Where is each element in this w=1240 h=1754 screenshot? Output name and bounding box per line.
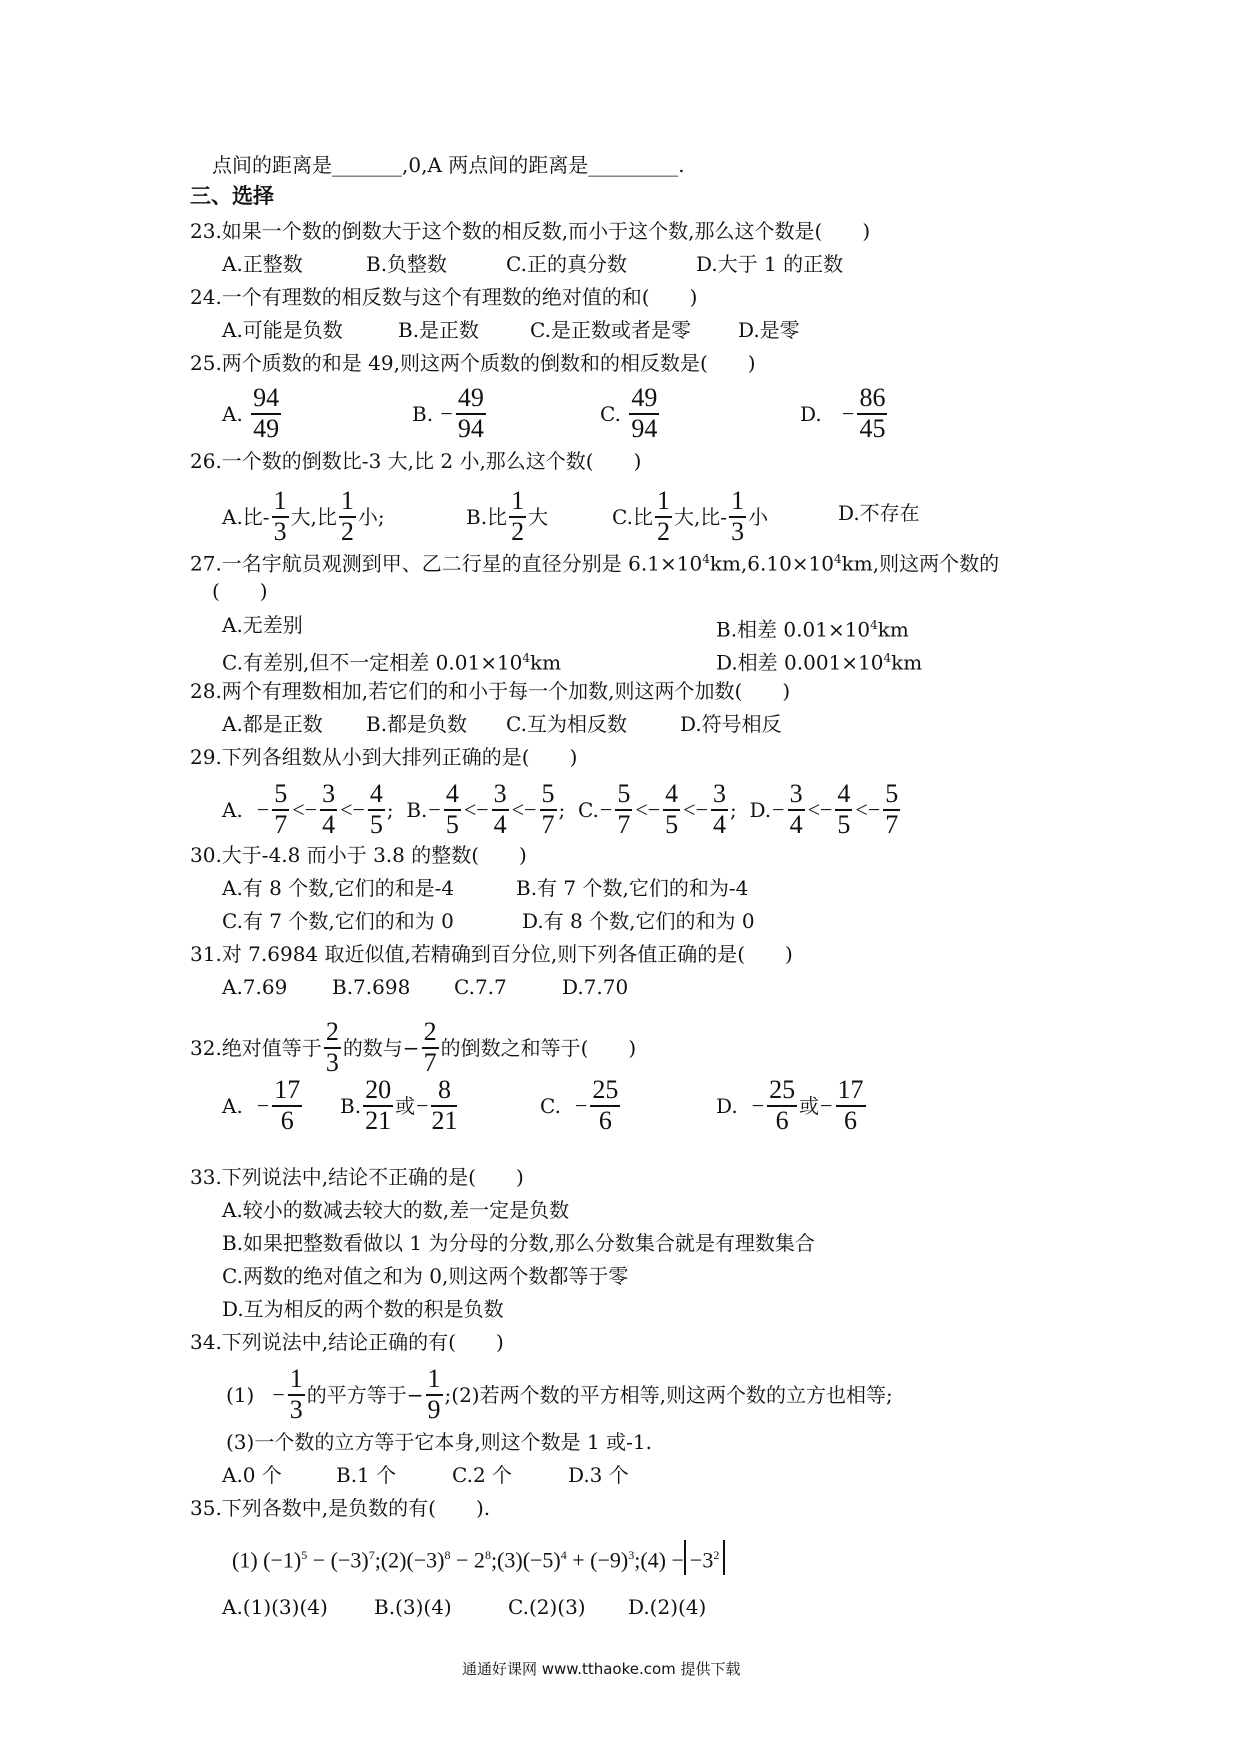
q26-option-d: D.不存在 (838, 501, 920, 525)
q27-option-a: A.无差别 (222, 613, 303, 637)
q31-option-d: D.7.70 (562, 975, 629, 999)
q25-d-fraction: $\frac{86}{45}$ (859, 383, 886, 443)
top-line-text-2: ,0,A 两点间的距离是 (402, 153, 589, 177)
q28-option-c: C.互为相反数 (506, 712, 627, 736)
q25-option-c: C. $\frac{49}{94}$ (600, 383, 658, 443)
q29-option-d: D.− $\frac{3}{4}$ <− $\frac{4}{5}$ <− $\frac{5}{7}$ (749, 779, 899, 839)
q34-option-c: C.2 个 (452, 1463, 513, 1487)
q23-option-d: D.大于 1 的正数 (696, 252, 844, 276)
q35-option-a: A.(1)(3)(4) (222, 1595, 328, 1619)
absolute-value: $-3^2$ (684, 1540, 725, 1575)
q25-b-fraction: $\frac{49}{94}$ (457, 383, 484, 443)
q23-option-b: B.负整数 (366, 252, 448, 276)
q32-option-d: D. − $\frac{25}{6}$ 或− $\frac{17}{6}$ (716, 1075, 864, 1135)
q30-option-b: B.有 7 个数,它们的和为-4 (516, 876, 749, 900)
q32-option-c: C. − $\frac{25}{6}$ (540, 1075, 619, 1135)
q33-option-c: C.两数的绝对值之和为 0,则这两个数都等于零 (222, 1264, 629, 1288)
q28-option-b: B.都是负数 (366, 712, 468, 736)
q27-option-d: D.相差 $0.001\times 10^4km$ (716, 650, 923, 675)
q29-option-c: C.− $\frac{5}{7}$ <− $\frac{4}{5}$ <− $\frac{3}{4}$ ; (577, 779, 744, 839)
q30-option-d: D.有 8 个数,它们的和为 0 (522, 909, 755, 933)
q29-option-a: A. − $\frac{5}{7}$ <− $\frac{3}{4}$ <− $\frac{4}{5}$ ; (222, 779, 400, 839)
q33-stem: 33.下列说法中,结论不正确的是( ) (190, 1165, 524, 1189)
q29-stem: 29.下列各组数从小到大排列正确的是( ) (190, 745, 578, 769)
q26-c-frac-2: $\frac{1}{3}$ (731, 486, 745, 546)
q31-option-c: C.7.7 (454, 975, 507, 999)
q24-option-c: C.是正数或者是零 (530, 318, 691, 342)
q23-option-a: A.正整数 (222, 252, 303, 276)
q27-paren: ( ) (212, 579, 268, 603)
q23-option-c: C.正的真分数 (506, 252, 627, 276)
q23-stem: 23.如果一个数的倒数大于这个数的相反数,而小于这个数,那么这个数是( ) (190, 219, 871, 243)
top-line-text-1: 点间的距离是 (212, 153, 332, 177)
q24-option-b: B.是正数 (398, 318, 480, 342)
q30-stem: 30.大于-4.8 而小于 3.8 的整数( ) (190, 843, 527, 867)
q26-c-frac-1: $\frac{1}{2}$ (656, 486, 670, 546)
q26-option-c: C.比 $\frac{1}{2}$ 大,比- $\frac{1}{3}$ 小 (612, 486, 769, 546)
q31-option-a: A.7.69 (222, 975, 288, 999)
q28-option-a: A.都是正数 (222, 712, 323, 736)
q30-option-c: C.有 7 个数,它们的和为 0 (222, 909, 454, 933)
footer-text: 通通好课网 www.tthaoke.com 提供下载 (462, 1660, 741, 1678)
q34-option-b: B.1 个 (336, 1463, 397, 1487)
q33-option-b: B.如果把整数看做以 1 为分母的分数,那么分数集合就是有理数集合 (222, 1231, 815, 1255)
q27-option-c: C.有差别,但不一定相差 $0.01\times 10^4km$ (222, 650, 562, 675)
q35-option-d: D.(2)(4) (628, 1595, 707, 1619)
q25-option-d: D. − $\frac{86}{45}$ (800, 383, 886, 443)
q35-expression: (1) $(-1)^5$ − $(-3)^7;(2)(-3)^8$ − $2^8;(3)(-5)^4$ + $(-9)^3;(4) - -3^2$ (232, 1540, 725, 1575)
q33-option-d: D.互为相反的两个数的积是负数 (222, 1297, 504, 1321)
q26-b-frac: $\frac{1}{2}$ (511, 486, 525, 546)
q29-option-b: B.− $\frac{4}{5}$ <− $\frac{3}{4}$ <− $\frac{5}{7}$ ; (406, 779, 572, 839)
blank-1: _______ (332, 153, 402, 177)
q25-option-b: B. − $\frac{49}{94}$ (412, 383, 484, 443)
q34-statement-3: (3)一个数的立方等于它本身,则这个数是 1 或-1. (226, 1430, 652, 1454)
q29-options (222, 780, 902, 839)
top-line (212, 152, 685, 178)
top-line-end: . (678, 153, 685, 177)
blank-2: _________ (588, 153, 679, 177)
q26-option-b: B.比 $\frac{1}{2}$ 大 (466, 486, 549, 546)
q27-option-b: B.相差 $0.01\times 10^4km$ (716, 617, 909, 642)
q34-option-a: A.0 个 (222, 1463, 282, 1487)
q26-a-frac-1: $\frac{1}{3}$ (273, 486, 287, 546)
q26-stem: 26.一个数的倒数比-3 大,比 2 小,那么这个数( ) (190, 449, 642, 473)
q35-option-c: C.(2)(3) (508, 1595, 586, 1619)
q24-option-a: A.可能是负数 (222, 318, 343, 342)
q32-stem: 32.绝对值等于 $\frac{2}{3}$ 的数与− $\frac{2}{7}$ 的倒数之和等于( ) (190, 1017, 637, 1077)
q24-stem: 24.一个有理数的相反数与这个有理数的绝对值的和( ) (190, 285, 698, 309)
q32-option-b: B. $\frac{20}{21}$ 或− $\frac{8}{21}$ (340, 1075, 458, 1135)
q33-option-a: A.较小的数减去较大的数,差一定是负数 (222, 1198, 570, 1222)
q26-a-frac-2: $\frac{1}{2}$ (340, 486, 354, 546)
q25-a-fraction: $\frac{94}{49}$ (253, 383, 280, 443)
q32-option-a: A. − $\frac{17}{6}$ (222, 1075, 301, 1135)
q34-option-d: D.3 个 (568, 1463, 629, 1487)
q27-stem: 27.一名宇航员观测到甲、乙二行星的直径分别是 $6.1\times 10^4km,6.10\times 10^4km$,则这两个数的 (190, 551, 1000, 576)
q34-statement-1: (1) − $\frac{1}{3}$ 的平方等于− $\frac{1}{9}$ ;(2)若两个数的平方相等,则这两个数的立方也相等; (226, 1364, 893, 1424)
q28-stem: 28.两个有理数相加,若它们的和小于每一个加数,则这两个加数( ) (190, 679, 791, 703)
q26-option-a: A.比- $\frac{1}{3}$ 大,比 $\frac{1}{2}$ 小; (222, 486, 385, 546)
q24-option-d: D.是零 (738, 318, 800, 342)
q25-option-a: A. $\frac{94}{49}$ (222, 383, 280, 443)
q30-option-a: A.有 8 个数,它们的和是-4 (222, 876, 455, 900)
q28-option-d: D.符号相反 (680, 712, 782, 736)
q35-option-b: B.(3)(4) (374, 1595, 452, 1619)
q31-stem: 31.对 7.6984 取近似值,若精确到百分位,则下列各值正确的是( ) (190, 942, 793, 966)
q25-stem: 25.两个质数的和是 49,则这两个质数的倒数和的相反数是( ) (190, 351, 756, 375)
q25-c-fraction: $\frac{49}{94}$ (631, 383, 658, 443)
q34-stem: 34.下列说法中,结论正确的有( ) (190, 1330, 504, 1354)
q35-stem: 35.下列各数中,是负数的有( ). (190, 1496, 491, 1520)
q31-option-b: B.7.698 (332, 975, 411, 999)
section-title: 三、选择 (190, 184, 274, 208)
